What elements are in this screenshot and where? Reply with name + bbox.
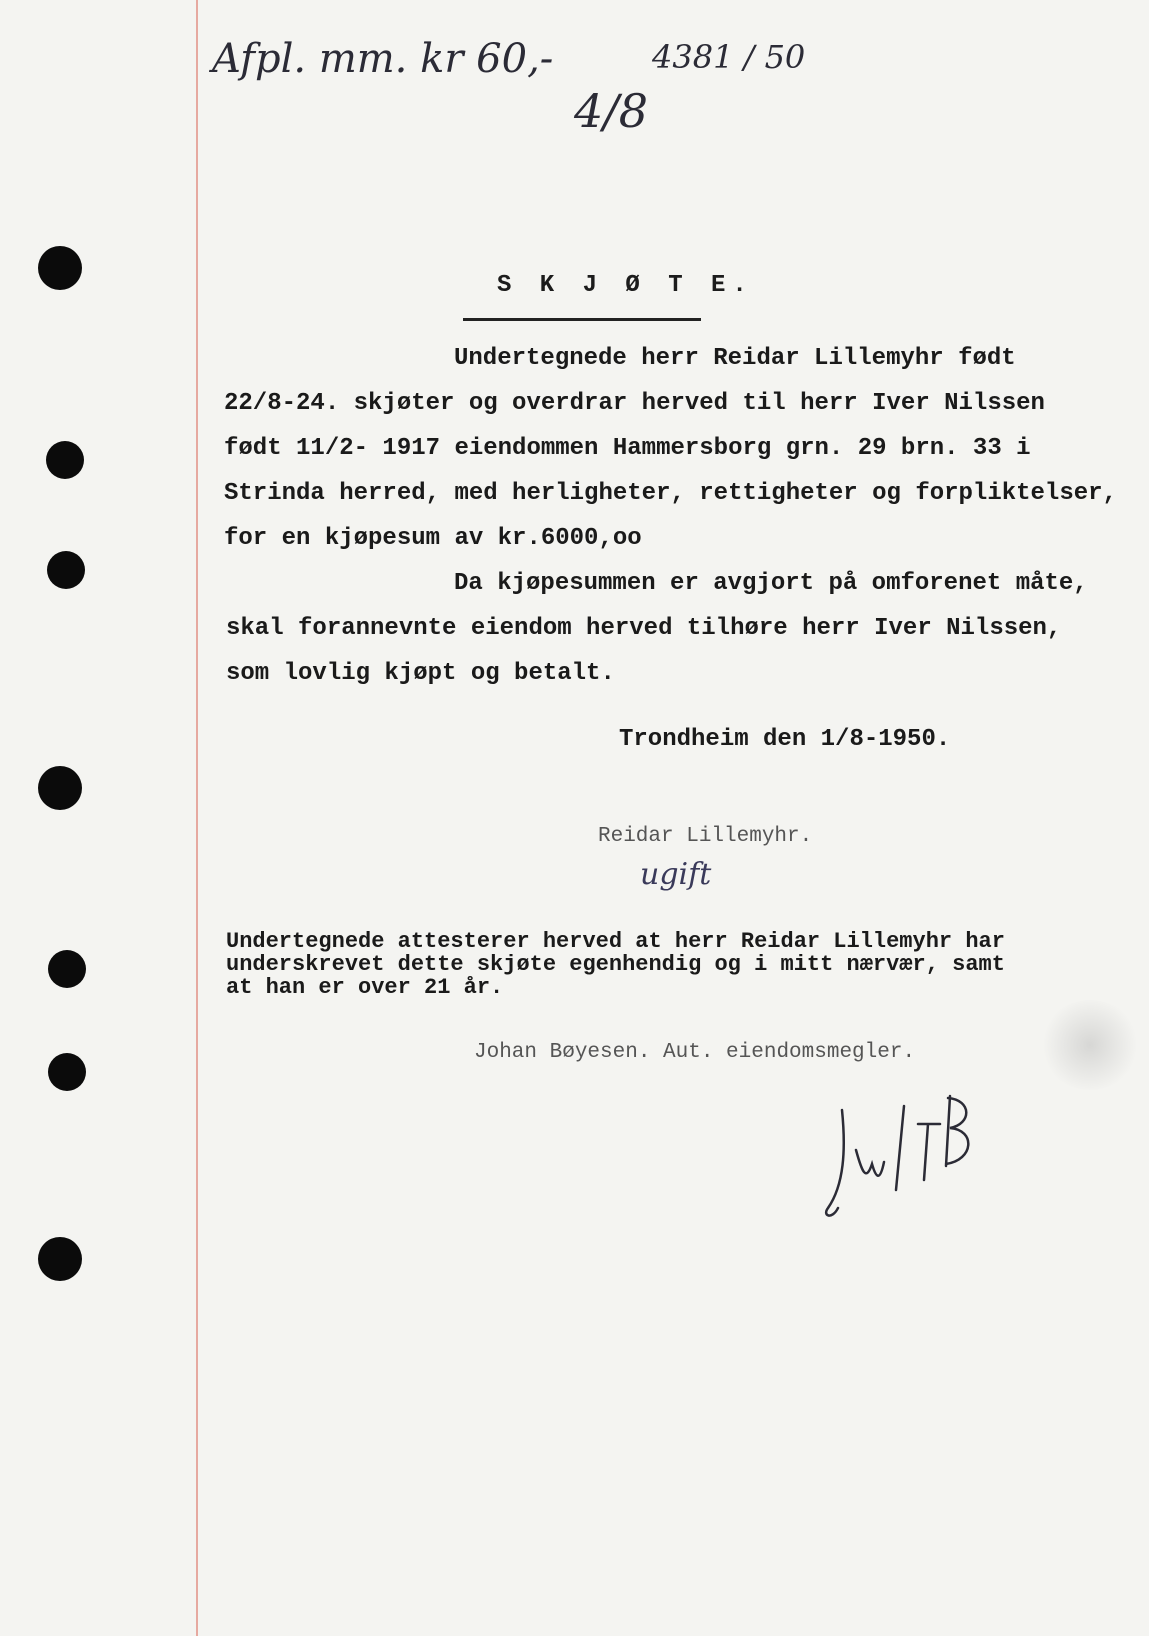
handwritten-date-mark: 4/8 bbox=[574, 84, 649, 138]
body-line: Da kjøpesummen er avgjort på omforenet måte, bbox=[454, 570, 1088, 597]
place-date: Trondheim den 1/8-1950. bbox=[619, 726, 951, 753]
paper-stain bbox=[1040, 1000, 1140, 1090]
body-line: skal forannevnte eiendom herved tilhøre herr Iver Nilssen, bbox=[226, 615, 1062, 642]
punch-hole bbox=[47, 551, 85, 589]
document-title: S K J Ø T E. bbox=[497, 272, 754, 299]
margin-rule bbox=[196, 0, 198, 1636]
body-line: Strinda herred, med herligheter, rettigheter og forpliktelser, bbox=[224, 480, 1117, 507]
punch-hole bbox=[38, 246, 82, 290]
body-line: 22/8-24. skjøter og overdrar herved til herr Iver Nilssen bbox=[224, 390, 1045, 417]
body-line: født 11/2- 1917 eiendommen Hammersborg grn. 29 brn. 33 i bbox=[224, 435, 1031, 462]
attestation-line: underskrevet dette skjøte egenhendig og i mitt nærvær, samt bbox=[226, 952, 1005, 977]
handwritten-initials-signature bbox=[822, 1090, 982, 1230]
handwritten-fee-note: Afpl. mm. kr 60,- bbox=[212, 36, 554, 82]
handwritten-number: 4381 / 50 bbox=[652, 38, 806, 76]
title-underline bbox=[463, 318, 701, 321]
punch-hole bbox=[38, 766, 82, 810]
attestation-line: at han er over 21 år. bbox=[226, 975, 504, 1000]
witness-name: Johan Bøyesen. Aut. eiendomsmegler. bbox=[474, 1041, 916, 1064]
punch-hole bbox=[38, 1237, 82, 1281]
attestation-line: Undertegnede attesterer herved at herr Reidar Lillemyhr har bbox=[226, 929, 1005, 954]
seller-marital-note: ugift bbox=[640, 857, 712, 892]
body-line: for en kjøpesum av kr.6000,oo bbox=[224, 525, 642, 552]
body-line: Undertegnede herr Reidar Lillemyhr født bbox=[454, 345, 1016, 372]
body-line: som lovlig kjøpt og betalt. bbox=[226, 660, 615, 687]
seller-name: Reidar Lillemyhr. bbox=[598, 825, 813, 848]
punch-hole bbox=[48, 950, 86, 988]
punch-hole bbox=[48, 1053, 86, 1091]
punch-hole bbox=[46, 441, 84, 479]
